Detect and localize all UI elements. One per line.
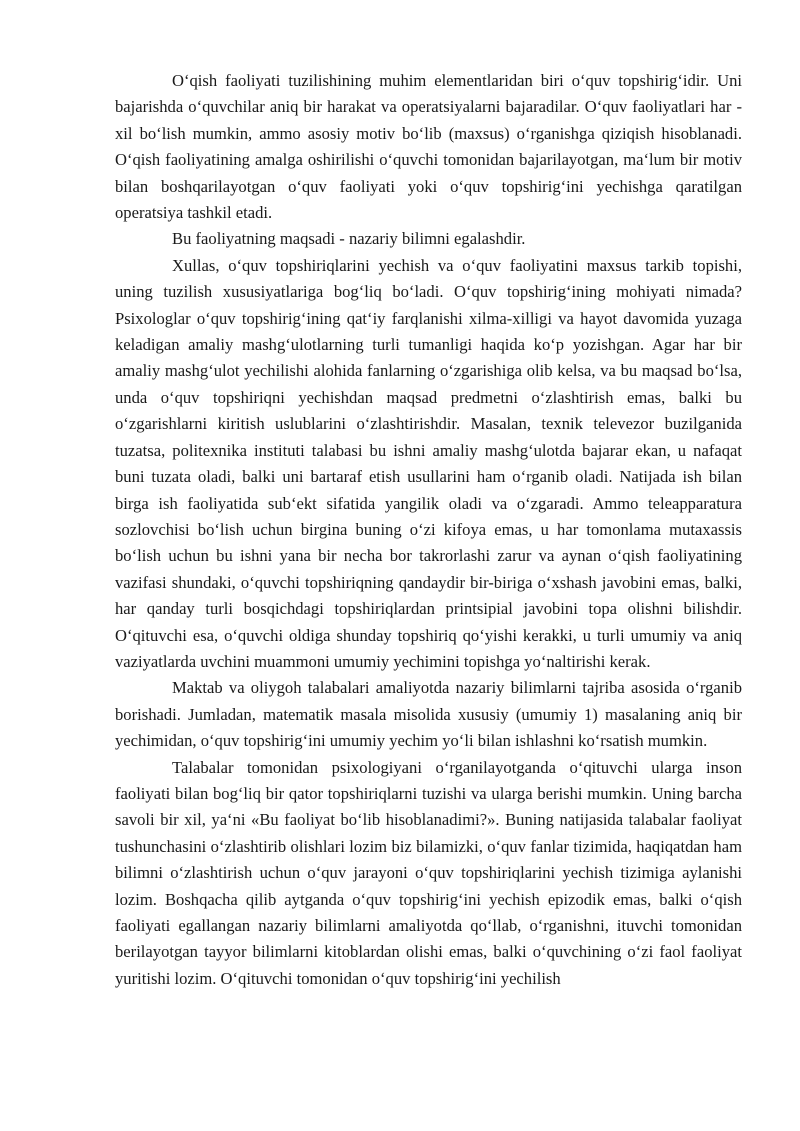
paragraph-students-practice: Maktab va oliygoh talabalari amaliyotda nazariy bilimlarni tajriba asosida o‘rganib borishadi. Jumladan, matematik masala misolida xususiy (umumiy 1) masalaning aniq bir yechimidan, o‘quv topshirig‘ini umumiy yechim yo‘li bilan ishlashni ko‘rsatish mumkin. <box>115 678 742 751</box>
document-page <box>115 68 742 992</box>
paragraph-activity-goal: Bu faoliyatning maqsadi - nazariy bilimni egalashdir. <box>172 229 526 249</box>
paragraph-study-activity-structure: O‘qish faoliyati tuzilishining muhim elementlaridan biri o‘quv topshirig‘idir. Uni bajarishda o‘quvchilar aniq bir harakat va operatsiyalarni bajaradilar. O‘quv faoliyatlari har - xil bo‘lish mumkin, ammo asosiy motiv bo‘lib (maxsus) o‘rganishga qiziqish hisoblanadi. O‘qish faoliyatining amalga oshirilishi o‘quvchi tomonidan bajarilayotgan, ma‘lum bir motiv bilan boshqarilayotgan o‘quv faoliyati yoki o‘quv topshirig‘ini yechishga qaratilgan operatsiya tashkil etadi. <box>115 71 742 223</box>
paragraph-psychology-tasks: Talabalar tomonidan psixologiyani o‘rganilayotganda o‘qituvchi ularga inson faoliyati bilan bog‘liq bir qator topshiriqlarni tuzishi va ularga berishi mumkin. Uning barcha savoli bir xil, ya‘ni «Bu faoliyat bo‘lib hisoblanadimi?». Buning natijasida talabalar faoliyat tushunchasini o‘zlashtirib olishlari lozim biz bilamizki, o‘quv fanlar tizimida, haqiqatdan ham bilimni o‘zlashtirish uchun o‘quv jarayoni o‘quv topshiriqlarini yechish tizimiga aylanishi lozim. Boshqacha qilib aytganda o‘quv topshirig‘ini yechish epizodik emas, balki o‘qish faoliyati egallangan nazariy bilimlarni amaliyotda qo‘llab, o‘rganishni, ituvchi tomonidan berilayotgan tayyor bilimlarni kitoblardan olishi emas, balki o‘quvchining o‘zi faol faoliyat yuritishi lozim. O‘qituvchi tomonidan o‘quv topshirig‘ini yechilish <box>115 757 742 988</box>
paragraph-learning-tasks-essence: Xullas, o‘quv topshiriqlarini yechish va o‘quv faoliyatini maxsus tarkib topishi, uning tuzilish xususiyatlariga bog‘liq bo‘ladi. O‘quv topshirig‘ining mohiyati nimada? Psixologlar o‘quv topshirig‘ining qat‘iy farqlanishi xilma-xilligi va hayot davomida yuzaga keladigan amaliy mashg‘ulotlarning turli tumanligi haqida ko‘p yozishgan. Agar har bir amaliy mashg‘ulot yechilishi alohida fanlarning o‘zgarishiga olib kelsa, va bu maqsad bo‘lsa, unda o‘quv topshiriqni yechishdan maqsad predmetni o‘zlashtirish emas, balki bu o‘zgarishlarni kiritish uslublarini o‘zlashtirishdir. Masalan, texnik televezor buzilganida tuzatsa, politexnika instituti talabasi bu ishni amaliy mashg‘ulotda bajarar ekan, u nafaqat buni tuzata oladi, balki uni bartaraf etish usullarini ham o‘rganib oladi. Natijada ish bilan birga ish faoliyatida sub‘ekt sifatida yangilik oladi va o‘zgaradi. Ammo teleapparatura sozlovchisi bo‘lish uchun birgina buning o‘zi kifoya emas, u har tomonlama mutaxassis bo‘lish uchun bu ishni yana bir necha bor takrorlashi zarur va aynan o‘qish faoliyatining vazifasi shundaki, o‘quvchi topshiriqning qandaydir bir-biriga o‘xshash javobini emas, balki, har qanday turli bosqichdagi topshiriqlardan printsipial javobini topa olishni bilishdir. O‘qituvchi esa, o‘quvchi oldiga shunday topshiriq qo‘yishi kerakki, u turli umumiy va aniq vaziyatlarda uvchini muammoni umumiy yechimini topishga yo‘naltirishi kerak. <box>115 255 742 671</box>
